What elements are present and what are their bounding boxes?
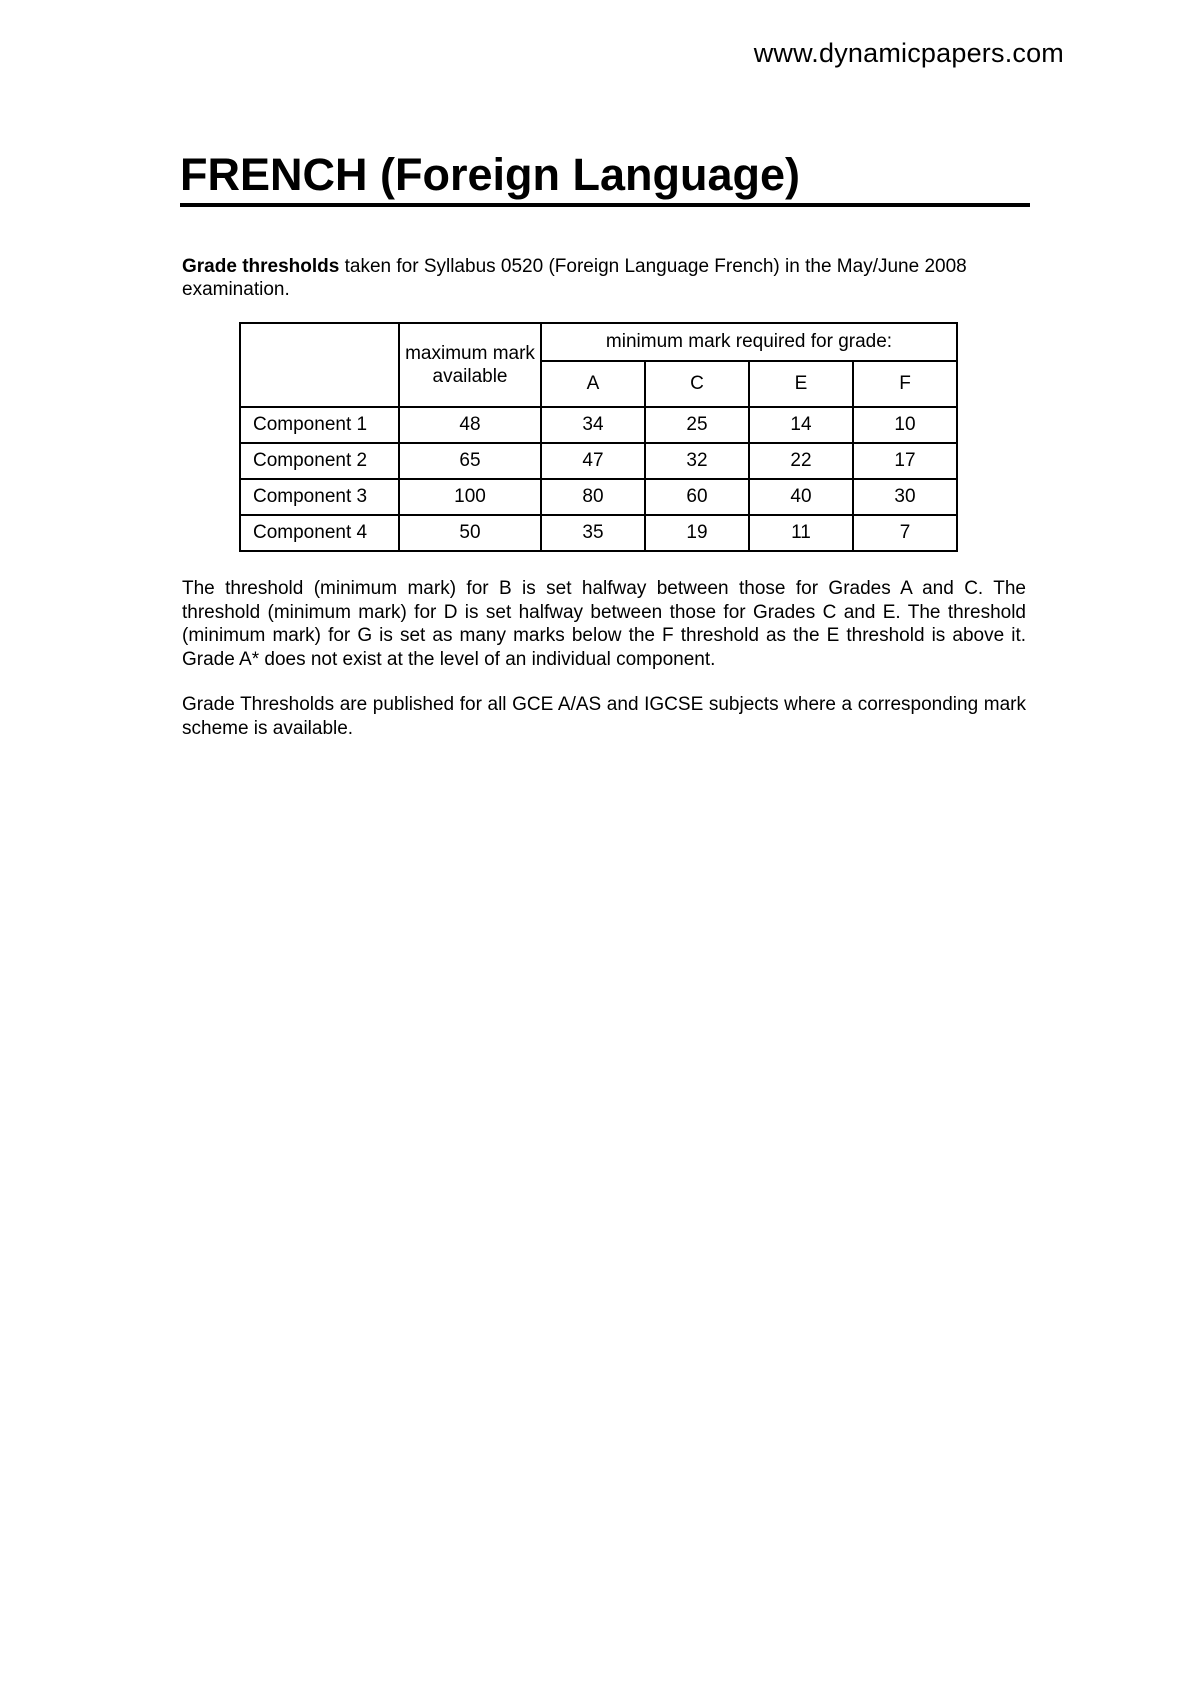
- component-label: Component 2: [240, 443, 399, 479]
- threshold-explanation-paragraph: The threshold (minimum mark) for B is set halfway between those for Grades A and C. The threshold (minimum mark) for D is set halfway between those for Grades C and E. The threshold (minimum mark) for G is set as many marks below the F threshold as the E threshold is above it. Grade A* does not exist at the level of an individual component.: [182, 578, 1026, 670]
- table-header-row: [240, 323, 957, 361]
- grade-f-cell: 17: [853, 443, 957, 479]
- grade-c-cell: 19: [645, 515, 749, 551]
- max-mark-header: maximum mark available: [399, 323, 541, 407]
- title-underline: [180, 203, 1030, 207]
- grade-e-cell: 22: [749, 443, 853, 479]
- component-label: Component 1: [240, 407, 399, 443]
- table-row: [240, 407, 957, 443]
- max-mark-cell: 50: [399, 515, 541, 551]
- grade-a-cell: 47: [541, 443, 645, 479]
- page-title: FRENCH (Foreign Language): [180, 149, 800, 200]
- watermark-url: www.dynamicpapers.com: [753, 38, 1064, 68]
- table-row: [240, 479, 957, 515]
- publication-note-paragraph: Grade Thresholds are published for all GCE A/AS and IGCSE subjects where a corresponding mark scheme is available.: [182, 694, 1026, 739]
- grade-header-f: F: [853, 361, 957, 407]
- grade-e-cell: 11: [749, 515, 853, 551]
- grade-header-a: A: [541, 361, 645, 407]
- grade-e-cell: 14: [749, 407, 853, 443]
- grade-f-cell: 30: [853, 479, 957, 515]
- grade-header-c: C: [645, 361, 749, 407]
- max-mark-cell: 65: [399, 443, 541, 479]
- grade-f-cell: 7: [853, 515, 957, 551]
- table-row: [240, 443, 957, 479]
- intro-paragraph: [182, 255, 1028, 301]
- grade-c-cell: 25: [645, 407, 749, 443]
- empty-corner-cell: [240, 323, 399, 407]
- grade-a-cell: 35: [541, 515, 645, 551]
- component-label: Component 3: [240, 479, 399, 515]
- grade-threshold-table: [239, 322, 958, 552]
- intro-bold-lead: Grade thresholds: [182, 256, 340, 277]
- min-mark-header: minimum mark required for grade:: [541, 323, 957, 361]
- grade-a-cell: 34: [541, 407, 645, 443]
- max-mark-cell: 100: [399, 479, 541, 515]
- grade-header-e: E: [749, 361, 853, 407]
- grade-e-cell: 40: [749, 479, 853, 515]
- grade-f-cell: 10: [853, 407, 957, 443]
- grade-c-cell: 32: [645, 443, 749, 479]
- grade-c-cell: 60: [645, 479, 749, 515]
- table-row: [240, 515, 957, 551]
- intro-text: taken for Syllabus 0520 (Foreign Language French) in the May/June 2008 examination.: [182, 256, 967, 300]
- component-label: Component 4: [240, 515, 399, 551]
- grade-a-cell: 80: [541, 479, 645, 515]
- max-mark-cell: 48: [399, 407, 541, 443]
